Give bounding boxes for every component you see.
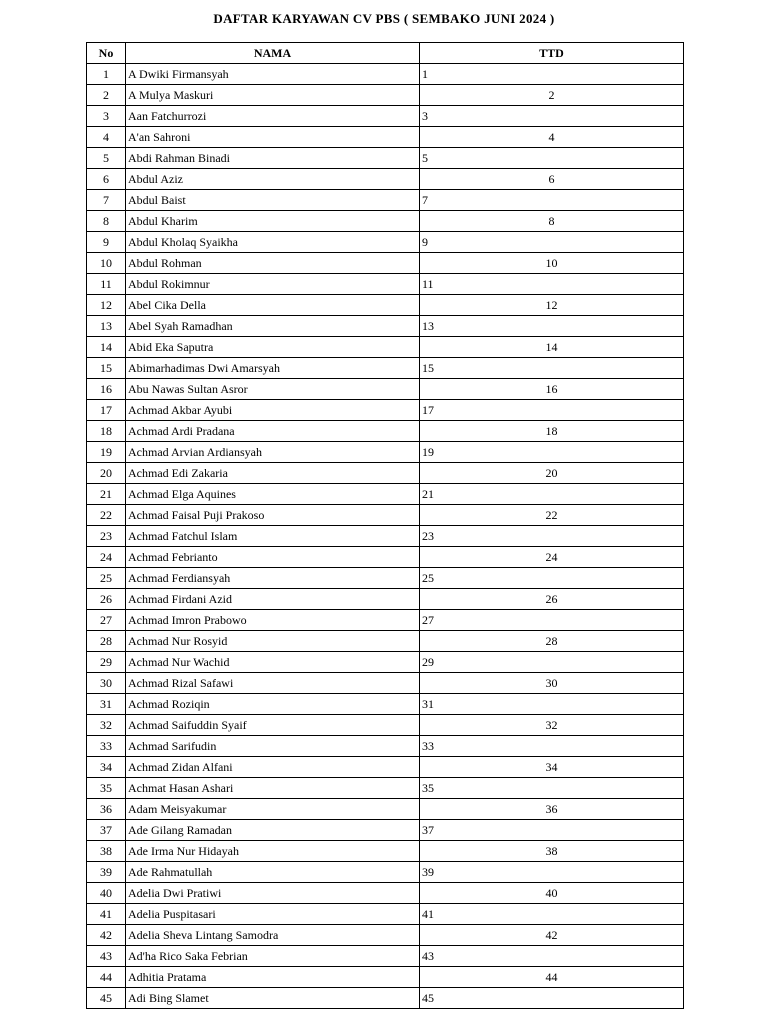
row-number: 13 xyxy=(87,316,126,337)
row-number: 40 xyxy=(87,883,126,904)
employee-name: Achmad Edi Zakaria xyxy=(126,463,420,484)
employee-name: Achmad Arvian Ardiansyah xyxy=(126,442,420,463)
employee-name: Achmad Saifuddin Syaif xyxy=(126,715,420,736)
row-number: 27 xyxy=(87,610,126,631)
table-row xyxy=(87,904,684,925)
employee-name: Achmad Fatchul Islam xyxy=(126,526,420,547)
signature-cell: 11 xyxy=(420,274,684,295)
row-number: 33 xyxy=(87,736,126,757)
row-number: 19 xyxy=(87,442,126,463)
signature-cell: 15 xyxy=(420,358,684,379)
table-row xyxy=(87,799,684,820)
employee-name: Abdul Aziz xyxy=(126,169,420,190)
table-row xyxy=(87,967,684,988)
signature-cell: 42 xyxy=(420,925,684,946)
signature-cell: 38 xyxy=(420,841,684,862)
table-row xyxy=(87,253,684,274)
row-number: 3 xyxy=(87,106,126,127)
row-number: 25 xyxy=(87,568,126,589)
table-row xyxy=(87,295,684,316)
signature-cell: 9 xyxy=(420,232,684,253)
table-row xyxy=(87,757,684,778)
employee-name: Achmad Ferdiansyah xyxy=(126,568,420,589)
row-number: 4 xyxy=(87,127,126,148)
table-row xyxy=(87,778,684,799)
employee-name: Adelia Puspitasari xyxy=(126,904,420,925)
table-header-row xyxy=(87,43,684,64)
table-row xyxy=(87,841,684,862)
signature-cell: 26 xyxy=(420,589,684,610)
employee-name: Achmad Nur Rosyid xyxy=(126,631,420,652)
column-header-no: No xyxy=(87,43,126,64)
employee-name: Adelia Dwi Pratiwi xyxy=(126,883,420,904)
table-row xyxy=(87,505,684,526)
row-number: 30 xyxy=(87,673,126,694)
employee-name: Adhitia Pratama xyxy=(126,967,420,988)
table-row xyxy=(87,274,684,295)
employee-name: Abid Eka Saputra xyxy=(126,337,420,358)
signature-cell: 36 xyxy=(420,799,684,820)
table-row xyxy=(87,106,684,127)
row-number: 29 xyxy=(87,652,126,673)
row-number: 23 xyxy=(87,526,126,547)
table-row xyxy=(87,925,684,946)
employee-name: Achmad Ardi Pradana xyxy=(126,421,420,442)
signature-cell: 27 xyxy=(420,610,684,631)
table-row xyxy=(87,736,684,757)
signature-cell: 4 xyxy=(420,127,684,148)
signature-cell: 6 xyxy=(420,169,684,190)
row-number: 12 xyxy=(87,295,126,316)
row-number: 24 xyxy=(87,547,126,568)
table-row xyxy=(87,463,684,484)
table-row xyxy=(87,148,684,169)
signature-cell: 12 xyxy=(420,295,684,316)
signature-cell: 25 xyxy=(420,568,684,589)
table-row xyxy=(87,820,684,841)
employee-name: A Dwiki Firmansyah xyxy=(126,64,420,85)
row-number: 34 xyxy=(87,757,126,778)
signature-cell: 22 xyxy=(420,505,684,526)
employee-name: Abdi Rahman Binadi xyxy=(126,148,420,169)
row-number: 1 xyxy=(87,64,126,85)
employee-name: Achmad Sarifudin xyxy=(126,736,420,757)
row-number: 42 xyxy=(87,925,126,946)
table-row xyxy=(87,610,684,631)
table-row xyxy=(87,400,684,421)
signature-cell: 44 xyxy=(420,967,684,988)
signature-cell: 41 xyxy=(420,904,684,925)
signature-cell: 7 xyxy=(420,190,684,211)
employee-name: Ad'ha Rico Saka Febrian xyxy=(126,946,420,967)
employee-name: Achmad Firdani Azid xyxy=(126,589,420,610)
signature-cell: 35 xyxy=(420,778,684,799)
row-number: 38 xyxy=(87,841,126,862)
signature-cell: 37 xyxy=(420,820,684,841)
row-number: 10 xyxy=(87,253,126,274)
signature-cell: 20 xyxy=(420,463,684,484)
row-number: 2 xyxy=(87,85,126,106)
table-row xyxy=(87,589,684,610)
employee-name: Achmad Nur Wachid xyxy=(126,652,420,673)
table-row xyxy=(87,190,684,211)
row-number: 28 xyxy=(87,631,126,652)
employee-name: A'an Sahroni xyxy=(126,127,420,148)
row-number: 11 xyxy=(87,274,126,295)
employee-name: Achmad Akbar Ayubi xyxy=(126,400,420,421)
employee-name: Abdul Rokimnur xyxy=(126,274,420,295)
employee-name: A Mulya Maskuri xyxy=(126,85,420,106)
table-row xyxy=(87,526,684,547)
row-number: 39 xyxy=(87,862,126,883)
table-row xyxy=(87,673,684,694)
table-row xyxy=(87,358,684,379)
row-number: 17 xyxy=(87,400,126,421)
signature-cell: 17 xyxy=(420,400,684,421)
signature-cell: 13 xyxy=(420,316,684,337)
row-number: 9 xyxy=(87,232,126,253)
employee-name: Ade Rahmatullah xyxy=(126,862,420,883)
employee-name: Achmad Elga Aquines xyxy=(126,484,420,505)
row-number: 41 xyxy=(87,904,126,925)
signature-cell: 21 xyxy=(420,484,684,505)
row-number: 18 xyxy=(87,421,126,442)
table-row xyxy=(87,379,684,400)
row-number: 14 xyxy=(87,337,126,358)
table-row xyxy=(87,862,684,883)
row-number: 45 xyxy=(87,988,126,1009)
row-number: 44 xyxy=(87,967,126,988)
table-row xyxy=(87,715,684,736)
employee-name: Ade Gilang Ramadan xyxy=(126,820,420,841)
row-number: 8 xyxy=(87,211,126,232)
employee-name: Aan Fatchurrozi xyxy=(126,106,420,127)
table-row xyxy=(87,946,684,967)
row-number: 7 xyxy=(87,190,126,211)
signature-cell: 8 xyxy=(420,211,684,232)
signature-cell: 24 xyxy=(420,547,684,568)
table-row xyxy=(87,127,684,148)
signature-cell: 16 xyxy=(420,379,684,400)
signature-cell: 39 xyxy=(420,862,684,883)
row-number: 6 xyxy=(87,169,126,190)
signature-cell: 1 xyxy=(420,64,684,85)
table-row xyxy=(87,64,684,85)
row-number: 31 xyxy=(87,694,126,715)
table-row xyxy=(87,85,684,106)
row-number: 15 xyxy=(87,358,126,379)
table-row xyxy=(87,988,684,1009)
signature-cell: 34 xyxy=(420,757,684,778)
table-row xyxy=(87,631,684,652)
employee-name: Abel Cika Della xyxy=(126,295,420,316)
signature-cell: 32 xyxy=(420,715,684,736)
table-row xyxy=(87,547,684,568)
row-number: 32 xyxy=(87,715,126,736)
table-row xyxy=(87,211,684,232)
row-number: 21 xyxy=(87,484,126,505)
signature-cell: 19 xyxy=(420,442,684,463)
employee-name: Abdul Kholaq Syaikha xyxy=(126,232,420,253)
employee-table xyxy=(86,42,684,1009)
table-row xyxy=(87,442,684,463)
signature-cell: 40 xyxy=(420,883,684,904)
table-row xyxy=(87,316,684,337)
employee-name: Abel Syah Ramadhan xyxy=(126,316,420,337)
signature-cell: 23 xyxy=(420,526,684,547)
employee-name: Abu Nawas Sultan Asror xyxy=(126,379,420,400)
signature-cell: 3 xyxy=(420,106,684,127)
employee-name: Achmat Hasan Ashari xyxy=(126,778,420,799)
employee-name: Achmad Zidan Alfani xyxy=(126,757,420,778)
table-row xyxy=(87,652,684,673)
signature-cell: 14 xyxy=(420,337,684,358)
employee-name: Abdul Baist xyxy=(126,190,420,211)
employee-name: Achmad Faisal Puji Prakoso xyxy=(126,505,420,526)
employee-name: Adelia Sheva Lintang Samodra xyxy=(126,925,420,946)
column-header-ttd: TTD xyxy=(420,43,684,64)
row-number: 5 xyxy=(87,148,126,169)
table-row xyxy=(87,169,684,190)
table-row xyxy=(87,568,684,589)
table-row xyxy=(87,484,684,505)
signature-cell: 18 xyxy=(420,421,684,442)
employee-name: Abimarhadimas Dwi Amarsyah xyxy=(126,358,420,379)
table-row xyxy=(87,421,684,442)
table-row xyxy=(87,337,684,358)
employee-name: Achmad Febrianto xyxy=(126,547,420,568)
signature-cell: 43 xyxy=(420,946,684,967)
signature-cell: 45 xyxy=(420,988,684,1009)
column-header-nama: NAMA xyxy=(126,43,420,64)
row-number: 22 xyxy=(87,505,126,526)
row-number: 20 xyxy=(87,463,126,484)
signature-cell: 31 xyxy=(420,694,684,715)
table-body xyxy=(87,64,684,1009)
page-title: DAFTAR KARYAWAN CV PBS ( SEMBAKO JUNI 2024 ) xyxy=(213,11,555,26)
table-row xyxy=(87,883,684,904)
employee-name: Achmad Imron Prabowo xyxy=(126,610,420,631)
row-number: 35 xyxy=(87,778,126,799)
row-number: 16 xyxy=(87,379,126,400)
employee-name: Adam Meisyakumar xyxy=(126,799,420,820)
employee-name: Achmad Rizal Safawi xyxy=(126,673,420,694)
employee-name: Ade Irma Nur Hidayah xyxy=(126,841,420,862)
employee-name: Abdul Rohman xyxy=(126,253,420,274)
row-number: 36 xyxy=(87,799,126,820)
employee-name: Achmad Roziqin xyxy=(126,694,420,715)
signature-cell: 28 xyxy=(420,631,684,652)
row-number: 43 xyxy=(87,946,126,967)
table-row xyxy=(87,694,684,715)
row-number: 26 xyxy=(87,589,126,610)
signature-cell: 33 xyxy=(420,736,684,757)
signature-cell: 29 xyxy=(420,652,684,673)
employee-name: Abdul Kharim xyxy=(126,211,420,232)
signature-cell: 2 xyxy=(420,85,684,106)
row-number: 37 xyxy=(87,820,126,841)
employee-name: Adi Bing Slamet xyxy=(126,988,420,1009)
signature-cell: 30 xyxy=(420,673,684,694)
signature-cell: 5 xyxy=(420,148,684,169)
signature-cell: 10 xyxy=(420,253,684,274)
table-row xyxy=(87,232,684,253)
